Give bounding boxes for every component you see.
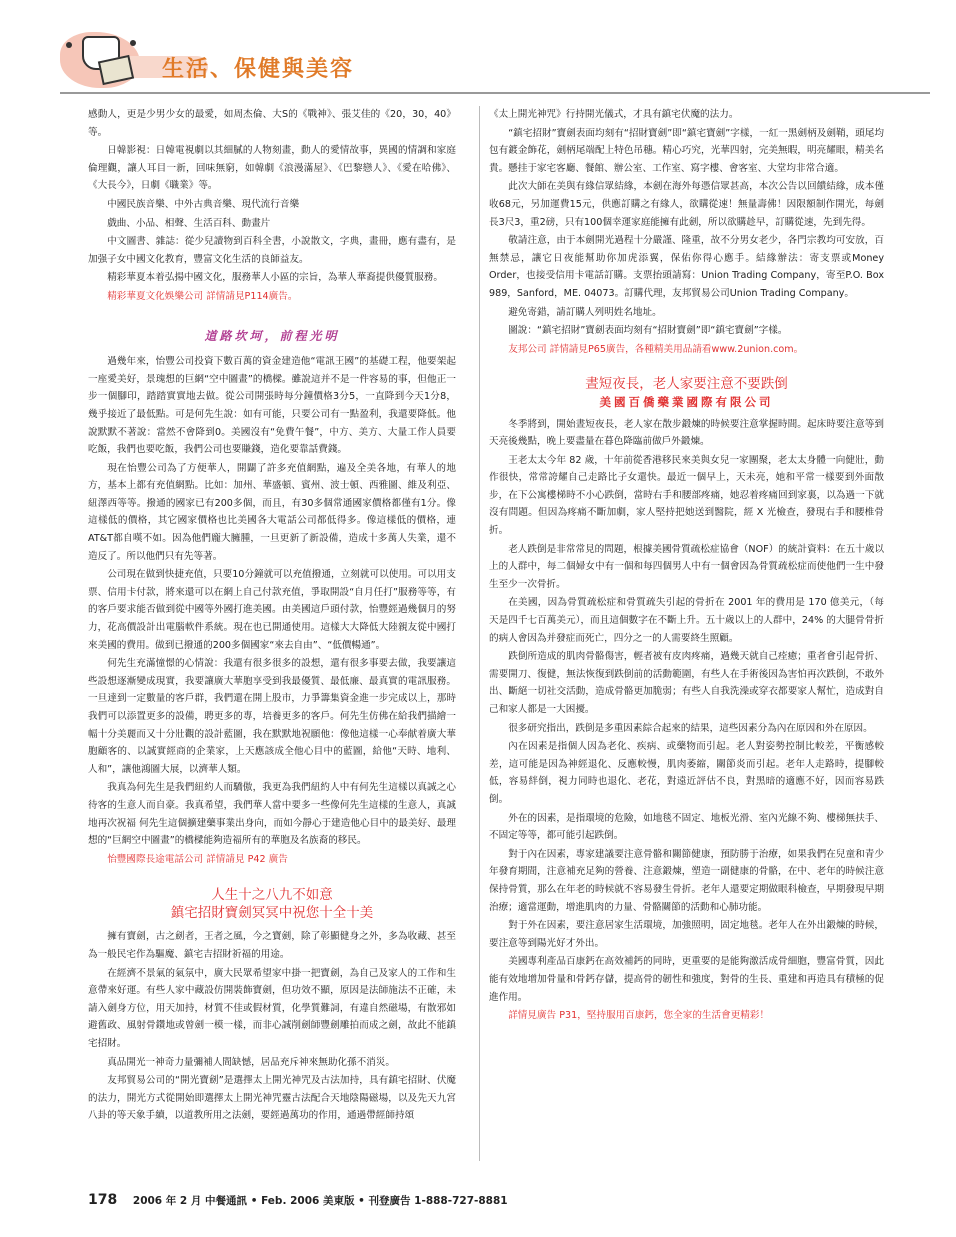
- paragraph: 對于外在因素，要注意居家生活環境，加強照明，固定地毯。老年人在外出鍛煉的時候，要注意等到陽光好才外出。: [489, 920, 884, 949]
- header-rule: [60, 92, 930, 94]
- footer-text: 2006 年 2 月 中餐通訊 • Feb. 2006 美東版 • 刊登廣告 1-888-727-8881: [132, 1195, 508, 1207]
- page-header: [60, 28, 460, 90]
- column-divider: [479, 106, 480, 1161]
- paragraph: 友邦貿易公司的“開光寶劍”是選擇太上開光神咒及古法加持，具有鎮宅招財、伏魔的法力，開光方式從開始即選擇太上開光神咒靈古法配合天地陰陽磁場，以及先天九宮八卦的等天象手續，以道教所用之法劍，要經過萬功的作用，通過帶經師持頌: [88, 1075, 456, 1122]
- paragraph: 擁有寶劍，古之劍者，王者之風，今之寶劍，除了彰顯健身之外，多為收藏、甚至為一般民宅作為驅魔、鎮宅吉招財祈福的用途。: [88, 931, 456, 960]
- article-subheading: 美國百僑藥業國際有限公司: [599, 394, 774, 409]
- ad-reference: 怡豐國際長途電話公司 詳情請見 P42 廣告: [107, 853, 288, 865]
- left-column: [88, 106, 456, 1126]
- right-column: [489, 106, 884, 1026]
- paragraph: 冬季將到，開始晝短夜長，老人家在散步鍛煉的時候要注意掌握時間。起床時要注意等到天亮後幾點，晚上要盡量在暮色降臨前做戶外鍛煉。: [489, 418, 884, 448]
- paragraph: 戲曲、小品、相聲、生活百科、動畫片: [107, 217, 271, 229]
- paragraph: 美國專利產品百康鈣在高效補鈣的同時，更重要的是能夠激活成骨細胞，豐富骨質，因此能有效地增加骨量和骨鈣存儲，提高骨的韌性和強度，對骨的生長、重建和再造具有積極的促進作用。: [489, 956, 884, 1003]
- paragraph: 敬請注意，由于本劍開光過程十分嚴謹、隆重，故不分男女老少，各門宗教均可安放，百無禁忌，讓它日夜能幫助你加虎添翼，保佑你得心應手。結緣辦法：寄支票或Money Order，也接受信用卡電話訂購。支票抬頭請寫：Union Trading Company，寄至P.O. Box 989，Sanford，ME. 04073。訂購代理，友邦貿易公司Union Trading Company。: [489, 235, 884, 299]
- article-heading: [88, 886, 456, 922]
- ad-reference: 精彩華夏文化娛樂公司 詳情請見P114廣告。: [107, 290, 298, 302]
- paragraph: 內在因素是指個人因為老化、疾病、或藥物而引起。老人對姿勢控制比較差，平衡感較差，這可能是因為神經退化、反應較慢，肌肉萎縮，關節炎而引起。老年人走路時，提腳較低，容易絆倒，視力同時也退化、老花，對遠近評估不良，對黑暗的適應不好，因而容易跌倒。: [489, 741, 884, 805]
- paragraph: “鎮宅招財”寶劍表面均刻有“招財寶劍”即“鎮宅寶劍”字樣，一紅一黑劍柄及劍鞘，頭尾均包有鍍金飾花，劍柄尾端配上特色吊穗。精心巧究，光華四射，完美無暇，明亮耀眼，精美名貴。懸挂于家宅客廳、餐館、辦公室、工作室、寫字樓、會客室、大堂均非常合適。: [489, 127, 884, 174]
- paragraph: 在美國，因為骨質疏松症和骨質疏失引起的骨折在 2001 年的費用是 170 億美元，（每天是四千七百萬美元），而且這個數字在不斷上升。五十歲以上的人群中，24% 的大腿骨骨折的病人會因為并發症而死亡，四分之一的人需要終生照顧。: [489, 597, 884, 644]
- paragraph: 很多研究指出，跌倒是多重因素綜合起來的結果，這些因素分為內在原因和外在原因。: [508, 722, 873, 734]
- section-title: 生活、保健與美容: [162, 57, 355, 82]
- page-number: 178: [88, 1192, 118, 1208]
- article-heading-line: 人生十之八九不如意: [211, 887, 333, 904]
- paragraph: 真品開光一神奇力量彌補人間缺憾，居品充斥神來無助化孫不消災。: [107, 1056, 395, 1068]
- ad-reference: 詳情見廣告 P31，堅持服用百康鈣，您全家的生活會更精彩！: [508, 1010, 770, 1022]
- paragraph: 精彩華夏本着弘揚中國文化，服務華人小區的宗旨，為華人華裔提供優質服務。: [107, 272, 443, 284]
- ad-reference: 友邦公司 詳情請見P65廣告，各種精美用品請看www.2union.com。: [508, 343, 804, 355]
- article-heading-line: 鎮宅招財寶劍冥冥中祝您十全十美: [170, 905, 374, 922]
- paragraph: 我真為何先生是我們紐約人而驕傲，我更為我們紐約人中有何先生這樣以真誠之心待客的生意人而自豪。我真希望，我們華人當中要多一些像何先生這樣的生意人，真誠地再次祝福 何先生這個擴建藥事業出身向，而如今靜心于建造他心目中的最美好、最理想的“巨網空中圖畫”的橋樑能夠造福所有的華胞及名族裔的移民。: [88, 782, 456, 847]
- paragraph: 過幾年來，怡豐公司投資下數百萬的資金建造他“電訊王國”的基礎工程，他要架起一座愛美好，景瑰想的巨網“空中圖畫”的橋樑。雖說這并不是一件容易的事，但他正一步一個腳印，踏踏實實地去做。從公司開張時每分鐘價格3分5，一直降到今天1分8，幾乎接近了最低點。可是何先生說：如有可能，只要公司有一點盈利，我還要降低。他說默默不著說：當然不會降到0。美國沒有“免費午餐”，中方、美方、大量工作人員要吃飯，我們也要吃飯，我們公司也要賺錢，造化要靠話費錢。: [88, 356, 456, 456]
- paragraph: 中文圖書、雜誌：從少兒讀物到百科全書，小說散文，字典，畫冊，應有盡有，是加强子女中國文化教育，豐富文化生活的良師益友。: [88, 236, 456, 265]
- paragraph: 此次大師在美與有緣信眾結緣，本劍在海外每憑信眾甚高，本次公告以回饋結緣，成本僅收68元，另加運費15元，供應訂購之有緣人，欲購從速！無量壽佛！因限額制作開光，每劍長3尺3，重2磅，只有100個幸運家庭能擁有此劍，所以欲購趁早，訂購從速，先到先得。: [489, 181, 884, 228]
- paragraph: 王老太太今年 82 歲，十年前從香港移民來美與女兒一家團聚，老太太身體一向健壯，動作很快，常常誇耀自己走路比子女還快。最近一個早上，天未亮，她和平常一樣要到外面散步，在下公寓樓梯時不小心跌倒，當時右手和腰部疼痛，她忍着疼痛回到家裏，以為過一下就沒有問題。但因為疼痛不斷加劇，家人堅持把她送到醫院，經 X 光檢查，發現右手和腰椎骨折。: [489, 454, 884, 537]
- decoration-dot: [66, 42, 72, 48]
- paragraph: 避免寄錯，請訂購人列明姓名地址。: [508, 306, 662, 318]
- paragraph: 現在怡豐公司為了方便華人，開闢了許多充值網點，遍及全美各地，有華人的地方，基本上都有充值網點。比如：加州、華盛頓、賓州、波士頓、西雅圖、維及利亞、紐澤西等等。撥通的國家已有200多個，而且，有30多個常通國家價格都僅有1分。像這樣低的價格，其它國家價格也比美國各大電話公司都低得多。像這樣低的價格，連AT&T都自嘆不如。因為他們龐大臃腫，一旦更新了新設備，造成十多萬人失業，還不造反了。所以他們只有先等著。: [88, 462, 456, 562]
- article-heading: 晝短夜長，老人家要注意不要跌倒: [585, 376, 788, 393]
- decoration-dot: [130, 40, 136, 46]
- paragraph: 圖說：“鎮宅招財”寶劍表面均刻有“招財寶劍”即“鎮宅寶劍”字樣。: [508, 325, 788, 337]
- page-footer: [88, 1192, 508, 1208]
- paragraph: 公司現在做到快捷充值，只要10分鐘就可以充值撥通，立刻就可以使用。可以用支票、信用卡付款，將來還可以在網上自己付款充值，爭取開設“自月任打”服務等等，有的客戶要求能否做到從中國等外國打進美國。由美國這戶頭付款，怡豐經過幾個月的努力，花高價設計出電腦軟件系統。現在也已開通使用。這樣大大降低大陸親友從中國打來美國的費用。做到已撥通的200多個國家“來去自由”、“低價暢通”。: [88, 569, 456, 651]
- paragraph: 外在的因素，是指環境的危險，如地毯不固定、地板光滑、室內光線不夠、樓梯無扶手、不固定等等，都可能引起跌倒。: [489, 812, 884, 842]
- paragraph: 中國民族音樂、中外古典音樂、現代流行音樂: [107, 198, 300, 210]
- article-heading: 道路坎坷，前程光明: [204, 328, 340, 343]
- paragraph: 何先生充滿憧憬的心情說：我還有很多很多的設想，還有很多事要去做，我要讓這些設想逐漸變成現實，我要讓廣大華胞享受到我最優質、最低廉、最真實的電訊服務。一旦達到一定數量的客戶群，我們還在開上股市，力爭籌集資金進一步完成以上，那時我們可以添置更多的設備，聘更多的專，培養更多的客戶。何先生仿佛在給我們描繪一幅十分美麗而又十分壯觀的設計藍圖，我在默默地祝願他：像他這樣一心奉献着廣大華胞顧客的、以誠實經商的企業家，上天應該成全他心目中的藍圖，給他“天時、地利、人和”，讓他鴻圖大展，以濟華人類。: [88, 658, 456, 775]
- paragraph: 跌倒所造成的肌肉骨骼傷害，輕者被有皮肉疼痛，過幾天就自己痊癒；重者會引起骨折、需要開刀、復健，無法恢復到跌倒前的活動範圍，有些人在手術後因為害怕再次跌倒，不敢外出、斷絕一切社交活動，造成骨骼更加脆弱；有些人自我洗澡或穿衣都要家人幫忙，造成對自己和家人都是一大困擾。: [489, 651, 884, 715]
- paragraph: 對于內在因素，專家建議要注意骨骼和關節健康，預防勝于治療，如果我們在兒童和青少年發育期間，注意補充足夠的營養、注意鍛煉，塑造一副健康的骨骼，在中、老年的時候注意保持骨質，那么在年老的時候就不容易發生骨折。老年人還要定期做眼科檢查，早期發現早期治療；適當運動，增進肌肉的力量、骨骼關節的活動和心肺功能。: [489, 848, 884, 913]
- paragraph: 《太上開光神咒》行持開光儀式，才具有鎮宅伏魔的法力。: [489, 109, 739, 120]
- paragraph: 感動人，更是少男少女的最愛，如周杰倫、大S的《戰神》、張艾佳的《20，30，40》等。: [88, 109, 456, 138]
- paragraph: 日韓影視：日韓電視劇以其細膩的人物刻畫，動人的愛情故事，異國的情調和家庭倫理觀，讓人耳目一新，回味無窮，如韓劇《浪漫滿屋》、《巴黎戀人》、《愛在哈佛》、《大長今》，日劇《職業》等。: [88, 145, 456, 192]
- paragraph: 老人跌倒是非常常見的問題，根據美國骨質疏松症協會（NOF）的統計資料：在五十歲以上的人群中，每二個婦女中有一個和每四個男人中有一個會因為骨質疏松症而使他們一生中發生至少一次骨折。: [489, 543, 884, 590]
- paragraph: 在經濟不景氣的氣氛中，廣大民眾希望家中掛一把寶劍，為自己及家人的工作和生意帶來好運。有些人家中藏設仿開裝飾寶劍，但功效不顯，原因是法師施法不正確，未請入劍身方位，用天加持，材質不佳或假材質，化學質難詞，有違自然磁場，有散邪如避舊政、風射骨鑽地或曾劍一模一樣，而非心誠削劍師豐劍雕拍而成之劍，故此不能鎮宅招財。: [88, 967, 456, 1049]
